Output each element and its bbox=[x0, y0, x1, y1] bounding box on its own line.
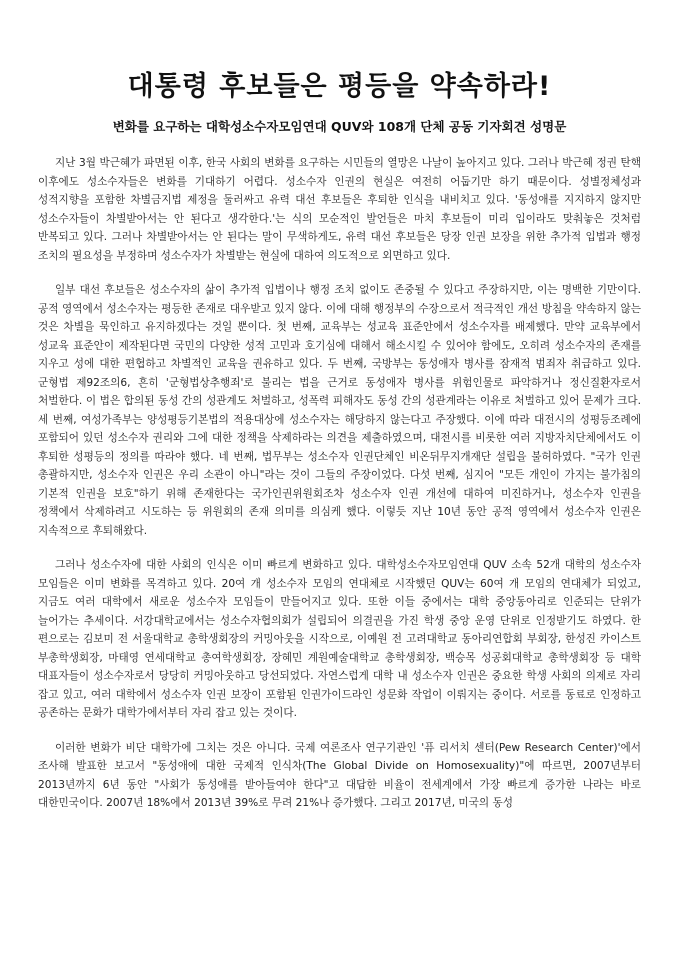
paragraph-2: 일부 대선 후보들은 성소수자의 삶이 추가적 입법이나 행정 조치 없이도 존중될 수 있다고 주장하지만, 이는 명백한 기만이다. 공적 영역에서 성소수자는 평등한 존재로 대우받고 있지 않다. 이에 대해 행정부의 수장으로서 적극적인 개선 방침을 약속하지 않는 것은 차별을 묵인하고 유지하겠다는 것일 뿐이다. 첫 번째, 교육부는 성교육 표준안에서 성소수자를 배제했다. 만약 교육부에서 성교육 표준안이 제작된다면 국민의 다양한 성적 고민과 호기심에 대해서 해소시킬 수 있어야 함에도, 오히려 성소수자의 존재를 지우고 성에 대한 편협하고 차별적인 교육을 권유하고 있다. 두 번째, 국방부는 동성애자 병사를 잠재적 범죄자 취급하고 있다. 군형법 제92조의6, 흔히 '군형법상추행죄'로 불리는 법을 근거로 동성애자 병사를 위험인물로 파악하거나 정신질환자로서 처벌한다. 이 법은 합의된 동성 간의 성관계도 처벌하고, 성폭력 피해자도 동성 간의 성관계라는 이유로 처벌하고 있어 문제가 크다. 세 번째, 여성가족부는 양성평등기본법의 적용대상에 성소수자는 해당하지 않는다고 주장했다. 이에 따라 대전시의 성평등조례에 포함되어 있던 성소수자 권리와 그에 대한 정책을 삭제하라는 의견을 제출하였으며, 대전시를 비롯한 여러 지방자치단체에서도 이 후퇴한 성평등의 정의를 따라야 했다. 네 번째, 법무부는 성소수자 인권단체인 비온뒤무지개재단 설립을 불허하였다. "국가 인권 총괄하지만, 성소수자 인권은 우리 소관이 아니"라는 것이 그들의 주장이었다. 다섯 번째, 심지어 "모든 개인이 가지는 불가침의 기본적 인권을 보호"하기 위해 존재한다는 국가인권위원회조차 성소수자 인권 개선에 대하여 미진하거나, 성소수자 인권을 정책에서 삭제하려고 시도하는 등 위원회의 존재 의미를 의심케 했다. 이렇듯 지난 10년 동안 공적 영역에서 성소수자 인권은 지속적으로 후퇴해왔다. bbox=[38, 284, 641, 537]
paragraph-1: 지난 3월 박근혜가 파면된 이후, 한국 사회의 변화를 요구하는 시민들의 열망은 나날이 높아지고 있다. 그러나 박근혜 정권 탄핵 이후에도 성소수자들은 변화를 기대하기 어렵다. 성소수자 인권의 현실은 여전히 어둡기만 하기 때문이다. 성별정체성과 성적지향을 포함한 차별금지법 제정을 둘러싸고 유력 대선 후보들은 후퇴한 인식을 내비치고 있다. '동성애를 지지하지 않지만 성소수자들이 차별받아서는 안 된다고 생각한다.'는 식의 모순적인 발언들은 마치 후보들이 미리 입이라도 맞춰놓은 것처럼 반복되고 있다. 그러나 차별받아서는 안 된다는 말이 무색하게도, 유력 대선 후보들은 당장 인권 보장을 위한 추가적 입법과 행정 조치의 필요성을 부정하며 성소수자가 차별받는 현실에 대하여 의도적으로 외면하고 있다. bbox=[38, 157, 641, 262]
document-title: 대통령 후보들은 평등을 약속하라! bbox=[127, 71, 552, 102]
paragraph-4: 이러한 변화가 비단 대학가에 그치는 것은 아니다. 국제 여론조사 연구기관인 '퓨 리서치 센터(Pew Research Center)'에서 조사해 발표한 보고서 "동성애에 대한 국제적 인식차(The Global Divide on Homosexuality)"에 따르면, 2007년부터 2013년까지 6년 동안 "사회가 동성애를 받아들여야 한다"고 대답한 비율이 전세계에서 가장 빠르게 증가한 나라는 바로 대한민국이다. 2007년 18%에서 2013년 39%로 무려 21%나 증가했다. 그리고 2017년, 미국의 동성 bbox=[38, 741, 641, 809]
document-subtitle: 변화를 요구하는 대학성소수자모임연대 QUV와 108개 단체 공동 기자회견 성명문 bbox=[112, 119, 567, 134]
paragraph-3: 그러나 성소수자에 대한 사회의 인식은 이미 빠르게 변화하고 있다. 대학성소수자모임연대 QUV 소속 52개 대학의 성소수자 모임들은 이미 변화를 목격하고 있다. 20여 개 성소수자 모임의 연대체로 시작했던 QUV는 60여 개 모임의 연대체가 되었고, 지금도 여러 대학에서 새로운 성소수자 모임들이 만들어지고 있다. 또한 이들 중에서는 대학 중앙동아리로 인준되는 단위가 늘어가는 추세이다. 서강대학교에서는 성소수자협의회가 설립되어 의결권을 가진 학생 중앙 운영 단위로 인정받기도 하였다. 한 편으로는 김보미 전 서울대학교 총학생회장의 커밍아웃을 시작으로, 이예원 전 고려대학교 동아리연합회 부회장, 한성진 카이스트 부총학생회장, 마태영 연세대학교 총여학생회장, 장혜민 계원예술대학교 총학생회장, 백승목 성공회대학교 총학생회장 등 대학 대표자들이 성소수자로서 당당히 커밍아웃하고 당선되었다. 자연스럽게 대학 내 성소수자 인권은 중요한 학생 사회의 의제로 자리 잡고 있고, 여러 대학에서 성소수자 인권 보장이 포함된 인권가이드라인 성문화 작업이 이뤄지는 중이다. 서로를 동료로 인정하고 공존하는 문화가 대학가에서부터 자리 잡고 있는 것이다. bbox=[38, 559, 641, 719]
